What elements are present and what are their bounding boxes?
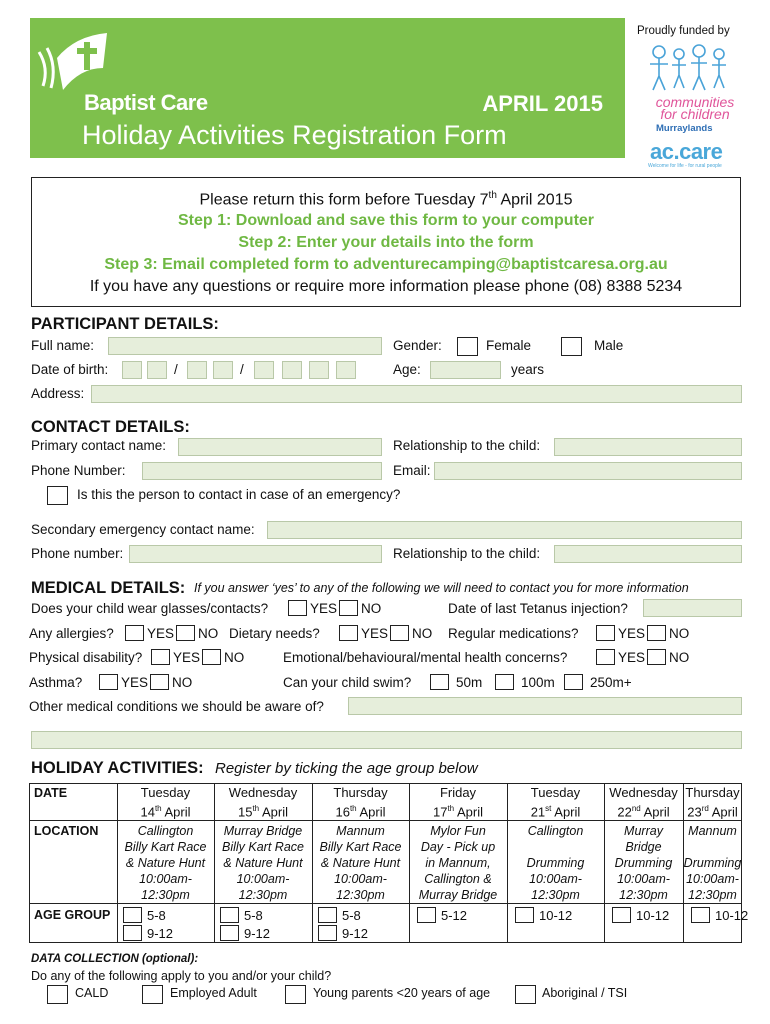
emotional-no-label: NO bbox=[669, 650, 690, 665]
emotional-yes-checkbox[interactable] bbox=[596, 649, 615, 665]
activities-subtitle: Register by ticking the age group below bbox=[215, 760, 478, 777]
dob-day-1[interactable] bbox=[122, 361, 142, 379]
cald-checkbox[interactable] bbox=[47, 985, 68, 1004]
swim-50m-checkbox[interactable] bbox=[430, 674, 449, 690]
age-group-header: AGE GROUP bbox=[34, 908, 111, 922]
primary-contact-field[interactable] bbox=[178, 438, 382, 456]
female-label: Female bbox=[486, 338, 532, 353]
glasses-label: Does your child wear glasses/contacts? bbox=[31, 601, 269, 616]
org-name: Baptist Care bbox=[84, 90, 208, 115]
age-group-label: 5-8 bbox=[147, 908, 166, 923]
full-name-label: Full name: bbox=[31, 338, 95, 353]
tetanus-date-field[interactable] bbox=[643, 599, 742, 617]
physical-no-checkbox[interactable] bbox=[202, 649, 221, 665]
activities-title: HOLIDAY ACTIVITIES: bbox=[31, 759, 204, 777]
physical-no-label: NO bbox=[224, 650, 245, 665]
email-label: Email: bbox=[393, 463, 431, 478]
young-parents-checkbox[interactable] bbox=[285, 985, 306, 1004]
aboriginal-tsi-label: Aboriginal / TSI bbox=[542, 986, 628, 1000]
age-group-checkbox[interactable] bbox=[318, 907, 337, 923]
allergies-label: Any allergies? bbox=[29, 626, 114, 641]
young-parents-label: Young parents <20 years of age bbox=[313, 986, 491, 1000]
phone2-label: Phone number: bbox=[31, 546, 124, 561]
dietary-no-label: NO bbox=[412, 626, 433, 641]
age-group-label: 10-12 bbox=[539, 908, 573, 923]
step-1: Step 1: Download and save this form to your computer bbox=[177, 212, 595, 229]
activity-location: Mannum Drumming 10:00am- 12:30pm bbox=[683, 824, 742, 902]
emotional-label: Emotional/behavioural/mental health concerns? bbox=[283, 650, 568, 665]
dob-year-2[interactable] bbox=[282, 361, 302, 379]
age-group-label: 9-12 bbox=[244, 926, 271, 941]
dietary-label: Dietary needs? bbox=[229, 626, 320, 641]
asthma-yes-checkbox[interactable] bbox=[99, 674, 118, 690]
age-group-checkbox[interactable] bbox=[515, 907, 534, 923]
swim-50m-label: 50m bbox=[456, 675, 483, 690]
relationship2-field[interactable] bbox=[554, 545, 742, 563]
relationship-field[interactable] bbox=[554, 438, 742, 456]
female-checkbox[interactable] bbox=[457, 337, 478, 356]
emotional-yes-label: YES bbox=[618, 650, 646, 665]
dob-month-2[interactable] bbox=[213, 361, 233, 379]
participant-title: PARTICIPANT DETAILS: bbox=[31, 315, 219, 333]
secondary-contact-label: Secondary emergency contact name: bbox=[31, 522, 255, 537]
medications-yes-label: YES bbox=[618, 626, 646, 641]
relationship2-label: Relationship to the child: bbox=[393, 546, 541, 561]
phone2-field[interactable] bbox=[129, 545, 382, 563]
medical-note: If you answer ‘yes’ to any of the following we will need to contact you for more information bbox=[194, 581, 689, 595]
allergies-no-label: NO bbox=[198, 626, 219, 641]
age-group-label: 9-12 bbox=[342, 926, 369, 941]
address-field[interactable] bbox=[91, 385, 742, 403]
emergency-contact-checkbox[interactable] bbox=[47, 486, 68, 505]
asthma-label: Asthma? bbox=[29, 675, 83, 690]
swim-100m-label: 100m bbox=[521, 675, 555, 690]
age-group-label: 5-12 bbox=[441, 908, 468, 923]
swim-250m-label: 250m+ bbox=[590, 675, 632, 690]
dietary-yes-checkbox[interactable] bbox=[339, 625, 358, 641]
physical-yes-checkbox[interactable] bbox=[151, 649, 170, 665]
other-conditions-field-2[interactable] bbox=[31, 731, 742, 749]
full-name-field[interactable] bbox=[108, 337, 382, 355]
medications-yes-checkbox[interactable] bbox=[596, 625, 615, 641]
cald-label: CALD bbox=[75, 986, 109, 1000]
relationship-label: Relationship to the child: bbox=[393, 438, 541, 453]
glasses-yes-label: YES bbox=[310, 601, 338, 616]
activity-date: Thursday 16th April bbox=[333, 785, 388, 820]
asthma-no-label: NO bbox=[172, 675, 193, 690]
return-deadline: Please return this form before Tuesday 7th April 2015 bbox=[199, 190, 573, 209]
other-conditions-label: Other medical conditions we should be aware of? bbox=[29, 699, 324, 714]
instructions-box bbox=[31, 177, 741, 307]
allergies-yes-label: YES bbox=[147, 626, 175, 641]
children-logo bbox=[647, 42, 732, 94]
allergies-no-checkbox[interactable] bbox=[176, 625, 195, 641]
activity-date: Wednesday 22nd April bbox=[609, 785, 678, 820]
age-group-checkbox[interactable] bbox=[220, 925, 239, 941]
age-label: Age: bbox=[393, 362, 421, 377]
age-group-checkbox[interactable] bbox=[691, 907, 710, 923]
age-group-checkbox[interactable] bbox=[417, 907, 436, 923]
activity-location: Callington Billy Kart Race & Nature Hunt 10:00am- 12:30pm bbox=[124, 824, 207, 902]
activity-location: Murray Bridge Drumming 10:00am- 12:30pm bbox=[614, 824, 673, 902]
activity-location: Mylor Fun Day - Pick up in Mannum, Callington & Murray Bridge bbox=[418, 824, 498, 902]
dietary-no-checkbox[interactable] bbox=[390, 625, 409, 641]
asthma-yes-label: YES bbox=[121, 675, 149, 690]
age-group-checkbox[interactable] bbox=[318, 925, 337, 941]
gender-label: Gender: bbox=[393, 338, 442, 353]
employed-adult-label: Employed Adult bbox=[170, 986, 257, 1000]
activity-date: Tuesday 14th April bbox=[140, 785, 191, 820]
glasses-no-label: NO bbox=[361, 601, 382, 616]
physical-yes-label: YES bbox=[173, 650, 201, 665]
dob-month-1[interactable] bbox=[187, 361, 207, 379]
header-banner bbox=[30, 18, 625, 158]
activity-date: Friday 17th April bbox=[432, 785, 484, 820]
medications-no-checkbox[interactable] bbox=[647, 625, 666, 641]
communities-for-children-logo: communities for children bbox=[655, 94, 735, 122]
table-divider-location bbox=[29, 903, 742, 904]
step-2: Step 2: Enter your details into the form bbox=[238, 234, 534, 251]
data-collection-title: DATA COLLECTION (optional): bbox=[31, 953, 199, 965]
activity-location: Callington Drumming 10:00am- 12:30pm bbox=[526, 824, 585, 902]
age-group-label: 5-8 bbox=[342, 908, 361, 923]
phone-label: Phone Number: bbox=[31, 463, 126, 478]
dob-day-2[interactable] bbox=[147, 361, 167, 379]
asthma-no-checkbox[interactable] bbox=[150, 674, 169, 690]
dietary-yes-label: YES bbox=[361, 626, 389, 641]
activity-date: Wednesday 15th April bbox=[228, 785, 298, 820]
phone-info: If you have any questions or require more information please phone (08) 8388 5234 bbox=[89, 278, 683, 295]
dob-slash-2: / bbox=[240, 362, 244, 377]
date-header: DATE bbox=[34, 786, 68, 800]
years-label: years bbox=[511, 362, 545, 377]
age-group-label: 9-12 bbox=[147, 926, 174, 941]
activity-date: Thursday 23rd April bbox=[685, 785, 740, 820]
age-field[interactable] bbox=[430, 361, 501, 379]
other-conditions-field[interactable] bbox=[348, 697, 742, 715]
data-collection-question: Do any of the following apply to you and/or your child? bbox=[31, 969, 332, 983]
dob-year-3[interactable] bbox=[309, 361, 329, 379]
age-group-checkbox[interactable] bbox=[123, 925, 142, 941]
age-group-label: 10-12 bbox=[715, 908, 749, 923]
contact-title: CONTACT DETAILS: bbox=[31, 418, 190, 436]
age-group-label: 10-12 bbox=[636, 908, 670, 923]
physical-label: Physical disability? bbox=[29, 650, 143, 665]
medications-no-label: NO bbox=[669, 626, 690, 641]
swim-label: Can your child swim? bbox=[283, 675, 412, 690]
phone-field[interactable] bbox=[142, 462, 382, 480]
activity-date: Tuesday 21st April bbox=[530, 785, 581, 820]
glasses-yes-checkbox[interactable] bbox=[288, 600, 307, 616]
glasses-no-checkbox[interactable] bbox=[339, 600, 358, 616]
activity-location: Murray Bridge Billy Kart Race & Nature Hunt 10:00am- 12:30pm bbox=[222, 824, 304, 902]
employed-adult-checkbox[interactable] bbox=[142, 985, 163, 1004]
funded-by-label: Proudly funded by bbox=[637, 25, 730, 37]
secondary-contact-field[interactable] bbox=[267, 521, 742, 539]
age-group-checkbox[interactable] bbox=[612, 907, 631, 923]
age-group-label: 5-8 bbox=[244, 908, 263, 923]
dob-label: Date of birth: bbox=[31, 362, 109, 377]
accare-logo: ac.care bbox=[650, 139, 723, 164]
tetanus-label: Date of last Tetanus injection? bbox=[448, 601, 628, 616]
allergies-yes-checkbox[interactable] bbox=[125, 625, 144, 641]
primary-contact-label: Primary contact name: bbox=[31, 438, 167, 453]
email-field[interactable] bbox=[434, 462, 742, 480]
age-group-checkbox[interactable] bbox=[123, 907, 142, 923]
dob-slash-1: / bbox=[174, 362, 178, 377]
swim-250m-checkbox[interactable] bbox=[564, 674, 583, 690]
aboriginal-tsi-checkbox[interactable] bbox=[515, 985, 536, 1004]
medications-label: Regular medications? bbox=[448, 626, 579, 641]
emergency-contact-label: Is this the person to contact in case of an emergency? bbox=[77, 487, 401, 502]
swim-100m-checkbox[interactable] bbox=[495, 674, 514, 690]
male-label: Male bbox=[594, 338, 624, 353]
step-3: Step 3: Email completed form to adventurecamping@baptistcaresa.org.au bbox=[104, 256, 668, 273]
emotional-no-checkbox[interactable] bbox=[647, 649, 666, 665]
dob-year-1[interactable] bbox=[254, 361, 274, 379]
murraylands-label: Murraylands bbox=[656, 123, 713, 134]
dob-year-4[interactable] bbox=[336, 361, 356, 379]
address-label: Address: bbox=[31, 386, 85, 401]
male-checkbox[interactable] bbox=[561, 337, 582, 356]
age-group-checkbox[interactable] bbox=[220, 907, 239, 923]
medical-title: MEDICAL DETAILS: bbox=[31, 579, 186, 597]
location-header: LOCATION bbox=[34, 824, 99, 838]
month-label: APRIL 2015 bbox=[482, 91, 603, 116]
accare-tagline: Welcome for life - for rural people bbox=[648, 163, 722, 169]
form-title: Holiday Activities Registration Form bbox=[82, 120, 507, 150]
activity-location: Mannum Billy Kart Race & Nature Hunt 10:00am- 12:30pm bbox=[319, 824, 402, 902]
